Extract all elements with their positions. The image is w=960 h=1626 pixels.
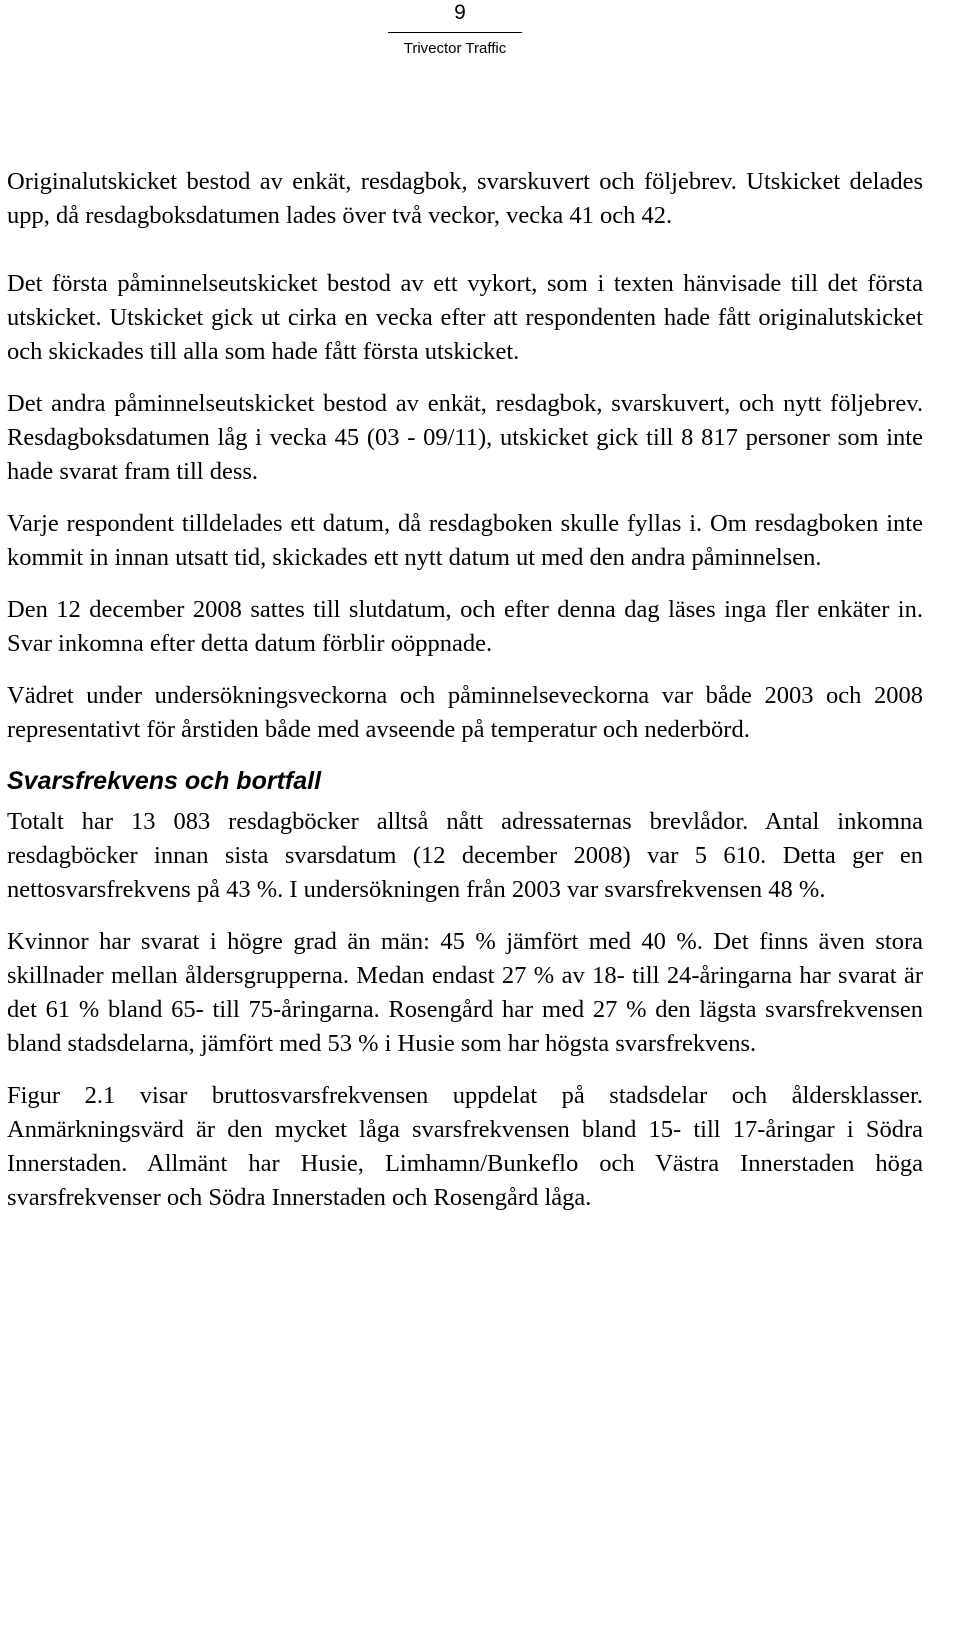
paragraph-second-reminder: Det andra påminnelseutskicket bestod av enkät, resdagbok, svarskuvert, och nytt följebrev. Resdagboksdatumen låg i vecka 45 (03 - 09/11), utskicket gick till 8 817 personer som inte hade svarat fram till dess. <box>7 390 923 485</box>
paragraph-end-date: Den 12 december 2008 sattes till slutdatum, och efter denna dag läses inga fler enkäter in. Svar inkomna efter detta datum förblir oöppnade. <box>7 596 923 657</box>
paragraph-respondent-date: Varje respondent tilldelades ett datum, då resdagboken skulle fyllas i. Om resdagboken inte kommit in innan utsatt tid, skickades ett nytt datum ut med den andra påminnelsen. <box>7 510 923 571</box>
paragraph-first-reminder: Det första påminnelseutskicket bestod av ett vykort, som i texten hänvisade till det första utskicket. Utskicket gick ut cirka en vecka efter att respondenten hade fått originalutskicket och skickades till alla som hade fått första utskicket. <box>7 270 923 365</box>
paragraph-response-total: Totalt har 13 083 resdagböcker alltså nått adressaternas brevlådor. Antal inkomna resdagböcker innan sista svarsdatum (12 december 2008) var 5 610. Detta ger en nettosvarsfrekvens på 43 %. I undersökningen från 2003 var svarsfrekvensen 48 %. <box>7 808 923 903</box>
document-body <box>7 165 923 1233</box>
paragraph-figure-reference: Figur 2.1 visar bruttosvarsfrekvensen uppdelat på stadsdelar och åldersklasser. Anmärkningsvärd är den mycket låga svarsfrekvensen bland 15- till 17-åringar i Södra Innerstaden. Allmänt har Husie, Limhamn/Bunkeflo och Västra Innerstaden höga svarsfrekvenser och Södra Innerstaden och Rosengård låga. <box>7 1082 923 1211</box>
header-company: Trivector Traffic <box>403 40 507 57</box>
header-divider <box>388 32 522 33</box>
page-number: 9 <box>454 1 466 24</box>
page-header <box>0 0 960 64</box>
paragraph-response-groups: Kvinnor har svarat i högre grad än män: 45 % jämfört med 40 %. Det finns även stora skillnader mellan åldersgrupperna. Medan endast 27 % av 18- till 24-åringarna har svarat är det 61 % bland 65- till 75-åringarna. Rosengård har med 27 % den lägsta svarsfrekvensen bland stadsdelarna, jämfört med 53 % i Husie som har högsta svarsfrekvens. <box>7 928 923 1057</box>
paragraph-weather: Vädret under undersökningsveckorna och påminnelseveckorna var både 2003 och 2008 representativt för årstiden både med avseende på temperatur och nederbörd. <box>7 682 923 743</box>
paragraph-original-mailing: Originalutskicket bestod av enkät, resdagbok, svarskuvert och följebrev. Utskicket delades upp, då resdagboksdatumen lades över två veckor, vecka 41 och 42. <box>7 168 923 229</box>
section-heading: Svarsfrekvens och bortfall <box>7 767 322 795</box>
